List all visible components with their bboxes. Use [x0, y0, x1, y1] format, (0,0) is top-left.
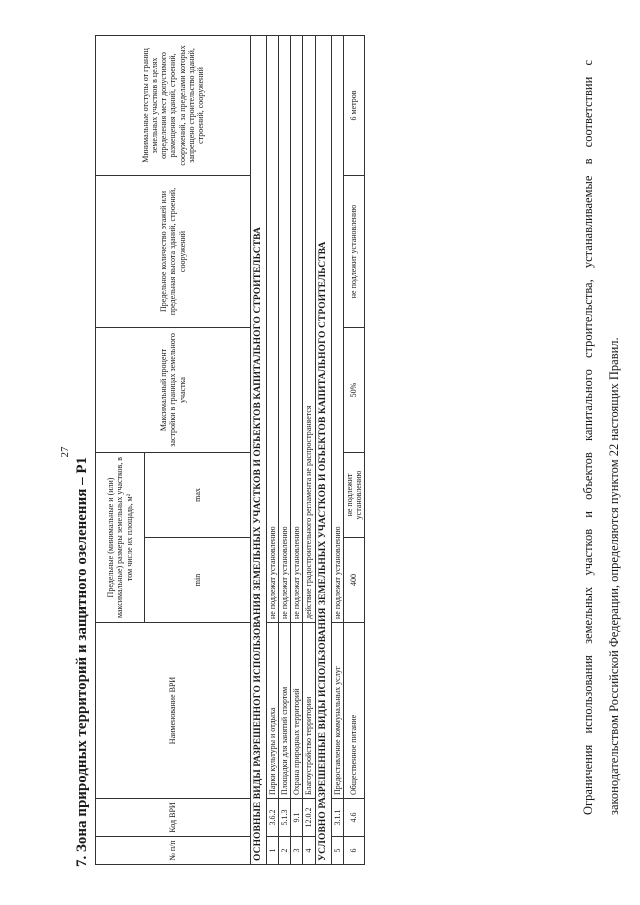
row-num: 2: [279, 837, 291, 865]
row-code: 5.1.3: [279, 799, 291, 837]
row-min: 400: [343, 538, 364, 623]
row-num: 3: [291, 837, 303, 865]
header-setbacks: Минимальные отступы от границ земельных участков в целях определения мест допустимого размещения зданий, строений, сооружений, за пределами которых запрещено строительство зданий, строений, сооружений: [96, 35, 251, 175]
section-row-conditional: [315, 35, 331, 864]
header-min: min: [145, 538, 251, 623]
restrictions-note: Ограничения использования земельных участков и объектов капитального строительства, устанавливаемые в соответствии с законодательством Российской Федерации, определяются пунктом 22 настоящих Правил.: [581, 60, 621, 815]
row-floors: не подлежит установлению: [343, 175, 364, 327]
row-num: 1: [266, 837, 278, 865]
row-name: Предоставление коммунальных услуг: [331, 623, 343, 799]
table-row: [303, 35, 315, 864]
row-name: Парки культуры и отдыха: [266, 623, 278, 799]
header-floors: Предельное количество этажей или предельная высота зданий, строений, сооружений: [96, 175, 251, 327]
table-row: [343, 35, 364, 864]
row-setback: 6 метров: [343, 35, 364, 175]
row-num: 5: [331, 837, 343, 865]
row-note: не подлежат установлению: [266, 35, 278, 622]
row-name: Площадки для занятий спортом: [279, 623, 291, 799]
row-code: 9.1: [291, 799, 303, 837]
section-title: 7. Зона природных территорий и защитного озеленения – Р1: [74, 457, 90, 867]
header-percent: Максимальный процент застройки в границах земельного участка: [96, 327, 251, 452]
row-name: Охрана природных территорий: [291, 623, 303, 799]
row-note: действие градостроительного регламента не распространяется: [303, 35, 315, 622]
row-percent: 50%: [343, 327, 364, 452]
row-num: 6: [343, 837, 364, 865]
row-max: не подлежит установлению: [343, 452, 364, 537]
header-sizes: Предельные (минимальные и (или) максимальные) размеры земельных участков, в том числе их площадь, м²: [96, 452, 145, 622]
table-header-row: [96, 35, 145, 864]
row-code: 3.6.2: [266, 799, 278, 837]
section-conditional-label: УСЛОВНО РАЗРЕШЕННЫЕ ВИДЫ ИСПОЛЬЗОВАНИЯ ЗЕМЕЛЬНЫХ УЧАСТКОВ И ОБЪЕКТОВ КАПИТАЛЬНОГО СТРОИТЕЛЬСТВА: [315, 35, 331, 864]
section-main-label: ОСНОВНЫЕ ВИДЫ РАЗРЕШЕННОГО ИСПОЛЬЗОВАНИЯ ЗЕМЕЛЬНЫХ УЧАСТКОВ И ОБЪЕКТОВ КАПИТАЛЬНОГО СТРОИТЕЛЬСТВА: [251, 35, 267, 864]
row-num: 4: [303, 837, 315, 865]
row-code: 3.1.1: [331, 799, 343, 837]
row-code: 12.0.2: [303, 799, 315, 837]
table-row: [266, 35, 278, 864]
header-code: Код ВРИ: [96, 799, 251, 837]
header-num: № п/п: [96, 837, 251, 865]
row-name: Благоустройство территории: [303, 623, 315, 799]
row-note: не подлежат установлению: [291, 35, 303, 622]
row-code: 4.6: [343, 799, 364, 837]
zoning-table: [95, 35, 365, 865]
row-note: не подлежат установлению: [331, 35, 343, 622]
table-row: [279, 35, 291, 864]
section-row-main: [251, 35, 267, 864]
page-number: 27: [59, 446, 71, 458]
table-row: [331, 35, 343, 864]
row-note: не подлежат установлению: [279, 35, 291, 622]
header-max: max: [145, 452, 251, 537]
table-row: [291, 35, 303, 864]
header-name: Наименование ВРИ: [96, 623, 251, 799]
row-name: Общественное питание: [343, 623, 364, 799]
